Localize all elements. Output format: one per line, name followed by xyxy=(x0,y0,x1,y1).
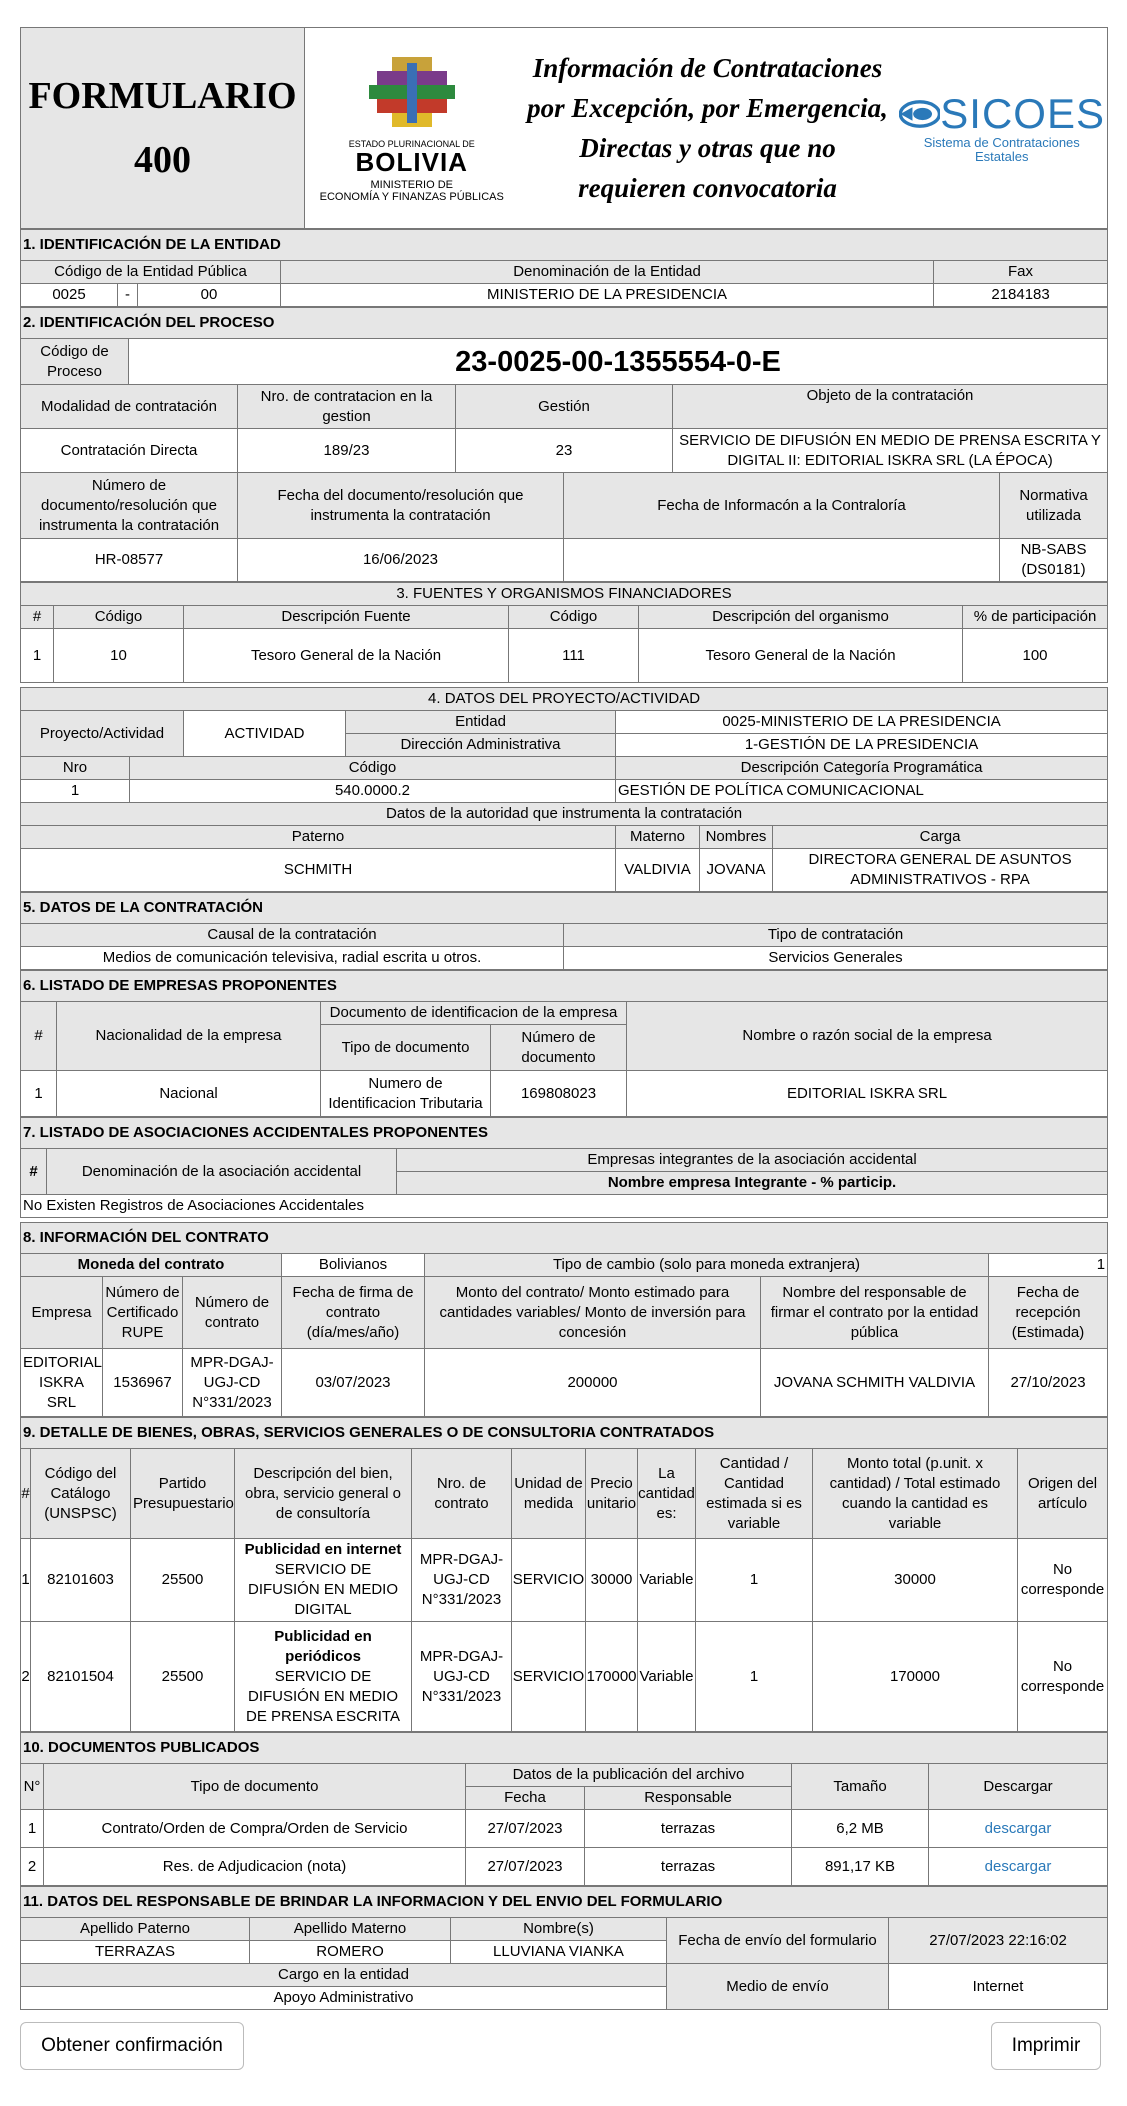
empresa-nombre: EDITORIAL ISKRA SRL xyxy=(627,1071,1108,1117)
table-cell: 6,2 MB xyxy=(792,1810,929,1848)
header-cell: Monto del contrato/ Monto estimado para cantidades variables/ Monto de inversión para concesión xyxy=(425,1277,761,1349)
header-cell: Materno xyxy=(616,826,700,849)
header-cell: Número de documento/resolución que instrumenta la contratación xyxy=(21,473,238,539)
table-cell: 170000 xyxy=(586,1622,638,1732)
header-cell: N° xyxy=(21,1764,44,1810)
section-title: 11. DATOS DEL RESPONSABLE DE BRINDAR LA INFORMACION Y DEL ENVIO DEL FORMULARIO xyxy=(21,1887,1108,1918)
header-cell: Nombre del responsable de firmar el contrato por la entidad pública xyxy=(761,1277,989,1349)
header-cell: Carga xyxy=(773,826,1108,849)
table-row xyxy=(21,1622,1108,1732)
table-cell: 100 xyxy=(963,629,1108,683)
logo-ministry-line1: MINISTERIO DE xyxy=(370,179,453,191)
section-proyecto xyxy=(20,687,1108,892)
section-title: 7. LISTADO DE ASOCIACIONES ACCIDENTALES PROPONENTES xyxy=(21,1118,1108,1149)
tipo-cambio-value: 1 xyxy=(989,1254,1108,1277)
form-title xyxy=(21,28,305,229)
table-cell: 30000 xyxy=(586,1539,638,1622)
header-cell: La cantidad es: xyxy=(638,1449,696,1539)
tipo-contratacion-value: Servicios Generales xyxy=(564,947,1108,970)
header-cell: # xyxy=(21,1002,57,1071)
header-cell: Nombre(s) xyxy=(451,1918,667,1941)
header-cell: Fecha xyxy=(466,1787,585,1810)
responsable-materno: ROMERO xyxy=(250,1941,451,1964)
bolivia-coat-of-arms-icon xyxy=(347,53,477,133)
section-title: 9. DETALLE DE BIENES, OBRAS, SERVICIOS GENERALES O DE CONSULTORIA CONTRATADOS xyxy=(21,1418,1108,1449)
codigo-value: 540.0000.2 xyxy=(130,780,616,803)
header-cell: Monto total (p.unit. x cantidad) / Total estimado cuando la cantidad es variable xyxy=(813,1449,1018,1539)
header-cell: Fecha de recepción (Estimada) xyxy=(989,1277,1108,1349)
header-cell: Tipo de contratación xyxy=(564,924,1108,947)
header-cell: Normativa utilizada xyxy=(1000,473,1108,539)
header-cell: Fecha de Informacón a la Contraloría xyxy=(564,473,1000,539)
formulario-400 xyxy=(20,27,1107,2010)
header-cell: # xyxy=(21,1149,47,1195)
section-title: 4. DATOS DEL PROYECTO/ACTIVIDAD xyxy=(21,688,1108,711)
table-cell: SERVICIO xyxy=(512,1622,586,1732)
header-cell: Entidad xyxy=(346,711,616,734)
causal-value: Medios de comunicación televisiva, radial escrita u otros. xyxy=(21,947,564,970)
table-cell: Res. de Adjudicacion (nota) xyxy=(44,1848,466,1886)
table-cell: 170000 xyxy=(813,1622,1018,1732)
section-fuentes xyxy=(20,582,1108,683)
table-row xyxy=(21,629,1108,683)
section-contratacion xyxy=(20,892,1108,970)
header-cell: Nombres xyxy=(700,826,773,849)
entidad-value: 0025-MINISTERIO DE LA PRESIDENCIA xyxy=(616,711,1108,734)
header-cell: Nombre o razón social de la empresa xyxy=(627,1002,1108,1071)
fecha-envio-value: 27/07/2023 22:16:02 xyxy=(889,1918,1108,1964)
header-cell: Documento de identificacion de la empresa xyxy=(321,1002,627,1025)
form-header xyxy=(20,27,1108,229)
logo-country-line1: ESTADO PLURINACIONAL DE xyxy=(348,139,475,149)
codigo-proceso: 23-0025-00-1355554-0-E xyxy=(129,339,1108,385)
table-cell: 10 xyxy=(54,629,184,683)
fecha-contraloria-value xyxy=(564,539,1000,582)
codigo-separator: - xyxy=(118,284,138,307)
header-cell: Precio unitario xyxy=(586,1449,638,1539)
header-cell: Nro. de contratacion en la gestion xyxy=(238,385,456,429)
codigo-entidad-b: 00 xyxy=(138,284,281,307)
header-cell: Denominación de la asociación accidental xyxy=(47,1149,397,1195)
header-cell: Unidad de medida xyxy=(512,1449,586,1539)
medio-envio-value: Internet xyxy=(889,1964,1108,2010)
header-cell: Código del Catálogo (UNSPSC) xyxy=(31,1449,131,1539)
item-description: SERVICIO DE DIFUSIÓN EN MEDIO DIGITAL xyxy=(247,1561,398,1618)
subsection-title: Datos de la autoridad que instrumenta la contratación xyxy=(21,803,1108,826)
table-cell: No corresponde xyxy=(1018,1622,1108,1732)
header-cell: Apellido Materno xyxy=(250,1918,451,1941)
header-cell: Número de contrato xyxy=(183,1277,282,1349)
section-title: 5. DATOS DE LA CONTRATACIÓN xyxy=(21,893,1108,924)
section-contrato xyxy=(20,1222,1108,1417)
modalidad-value: Contratación Directa xyxy=(21,429,238,473)
table-cell: 200000 xyxy=(425,1349,761,1417)
header-cell: Datos de la publicación del archivo xyxy=(466,1764,792,1787)
header-cell: Fecha de envío del formulario xyxy=(667,1918,889,1964)
gestion-value: 23 xyxy=(456,429,673,473)
table-cell: Tesoro General de la Nación xyxy=(639,629,963,683)
denominacion-entidad: MINISTERIO DE LA PRESIDENCIA xyxy=(281,284,934,307)
section-detalle xyxy=(20,1417,1108,1732)
table-cell: 1 xyxy=(696,1622,813,1732)
download-link[interactable]: descargar xyxy=(984,1857,1052,1875)
header-cell: Tipo de cambio (solo para moneda extranjera) xyxy=(425,1254,989,1277)
table-row xyxy=(21,1539,1108,1622)
header-cell: Cantidad / Cantidad estimada si es variable xyxy=(696,1449,813,1539)
item-title: Publicidad en periódicos xyxy=(274,1627,372,1665)
responsable-paterno: TERRAZAS xyxy=(21,1941,250,1964)
table-cell: terrazas xyxy=(585,1810,792,1848)
logo-country-line2: BOLIVIA xyxy=(355,147,468,177)
sicoes-name: SICOES xyxy=(940,90,1105,137)
header-cell: Objeto de la contratación xyxy=(673,385,1108,429)
header-cell: Código xyxy=(130,757,616,780)
item-description: SERVICIO DE DIFUSIÓN EN MEDIO DE PRENSA ESCRITA xyxy=(246,1667,400,1725)
autoridad-carga: DIRECTORA GENERAL DE ASUNTOS ADMINISTRATIVOS - RPA xyxy=(773,849,1108,892)
item-title: Publicidad en internet xyxy=(244,1541,402,1558)
nro-documento-value: HR-08577 xyxy=(21,539,238,582)
table-cell xyxy=(929,1810,1108,1848)
section-title: 3. FUENTES Y ORGANISMOS FINANCIADORES xyxy=(21,583,1108,606)
table-cell: MPR-DGAJ-UGJ-CD N°331/2023 xyxy=(183,1349,282,1417)
autoridad-nombres: JOVANA xyxy=(700,849,773,892)
header-cell: Nro xyxy=(21,757,130,780)
table-cell: Variable xyxy=(638,1539,696,1622)
header-cell: Paterno xyxy=(21,826,616,849)
table-cell: No corresponde xyxy=(1018,1539,1108,1622)
table-cell: Tesoro General de la Nación xyxy=(184,629,509,683)
table-cell xyxy=(235,1539,412,1622)
moneda-value: Bolivianos xyxy=(282,1254,425,1277)
header-cell: Número de Certificado RUPE xyxy=(103,1277,183,1349)
header-cell: Cargo en la entidad xyxy=(21,1964,667,1987)
table-cell: SERVICIO xyxy=(512,1539,586,1622)
logo-ministry-line2: ECONOMÍA Y FINANZAS PÚBLICAS xyxy=(319,191,504,203)
header-cell: Dirección Administrativa xyxy=(346,734,616,757)
table-cell: 82101603 xyxy=(31,1539,131,1622)
fax-value: 2184183 xyxy=(934,284,1108,307)
table-cell: JOVANA SCHMITH VALDIVIA xyxy=(761,1349,989,1417)
section-title: 2. IDENTIFICACIÓN DEL PROCESO xyxy=(21,308,1108,339)
table-cell: 27/07/2023 xyxy=(466,1810,585,1848)
header-cell: Fax xyxy=(934,261,1108,284)
table-cell xyxy=(235,1622,412,1732)
table-cell: 25500 xyxy=(131,1622,235,1732)
table-cell: MPR-DGAJ-UGJ-CD N°331/2023 xyxy=(412,1622,512,1732)
main-title: Información de Contrataciones por Excepción, por Emergencia, Directas y otras que no requieren convocatoria xyxy=(519,28,897,229)
descripcion-value: GESTIÓN DE POLÍTICA COMUNICACIONAL xyxy=(616,780,1108,803)
table-row xyxy=(21,1071,1108,1117)
empresa-tipo-doc: Numero de Identificacion Tributaria xyxy=(321,1071,491,1117)
table-cell xyxy=(929,1848,1108,1886)
imprimir-button[interactable]: Imprimir xyxy=(991,2022,1101,2070)
header-cell: Gestión xyxy=(456,385,673,429)
table-cell: 1 xyxy=(21,629,54,683)
nro-contratacion-value: 189/23 xyxy=(238,429,456,473)
header-cell: Empresa xyxy=(21,1277,103,1349)
header-cell: Tipo de documento xyxy=(44,1764,466,1810)
section-title: 10. DOCUMENTOS PUBLICADOS xyxy=(21,1733,1108,1764)
header-cell: Código xyxy=(54,606,184,629)
header-cell: Descripción del organismo xyxy=(639,606,963,629)
proyecto-value: ACTIVIDAD xyxy=(184,711,346,757)
table-row xyxy=(21,1810,1108,1848)
table-cell: 82101504 xyxy=(31,1622,131,1732)
header-cell: Número de documento xyxy=(491,1025,627,1071)
table-cell: Variable xyxy=(638,1622,696,1732)
header-cell: Medio de envío xyxy=(667,1964,889,2010)
table-cell: Contrato/Orden de Compra/Orden de Servicio xyxy=(44,1810,466,1848)
header-cell: Causal de la contratación xyxy=(21,924,564,947)
sicoes-logo xyxy=(897,28,1108,229)
empresa-nro-doc: 169808023 xyxy=(491,1071,627,1117)
table-cell: MPR-DGAJ-UGJ-CD N°331/2023 xyxy=(412,1539,512,1622)
header-cell: Código de Proceso xyxy=(21,339,129,385)
header-cell: Descripción del bien, obra, servicio general o de consultoría xyxy=(235,1449,412,1539)
cargo-value: Apoyo Administrativo xyxy=(21,1987,667,2010)
table-cell: 891,17 KB xyxy=(792,1848,929,1886)
section-asociaciones xyxy=(20,1117,1108,1218)
header-cell: Tamaño xyxy=(792,1764,929,1810)
header-cell: Código xyxy=(509,606,639,629)
table-row xyxy=(21,1349,1108,1417)
header-cell: Descripción Categoría Programática xyxy=(616,757,1108,780)
header-cell: Empresas integrantes de la asociación accidental xyxy=(397,1149,1108,1172)
responsable-nombres: LLUVIANA VIANKA xyxy=(451,1941,667,1964)
table-cell: terrazas xyxy=(585,1848,792,1886)
table-cell: 2 xyxy=(21,1848,44,1886)
table-cell: 27/07/2023 xyxy=(466,1848,585,1886)
header-cell: % de participación xyxy=(963,606,1108,629)
table-cell: 25500 xyxy=(131,1539,235,1622)
section-responsable xyxy=(20,1886,1108,2010)
table-row xyxy=(21,1848,1108,1886)
header-cell: Nombre empresa Integrante - % particip. xyxy=(397,1172,1108,1195)
header-cell: # xyxy=(21,1449,31,1539)
section-title: 1. IDENTIFICACIÓN DE LA ENTIDAD xyxy=(21,230,1108,261)
header-cell: Partido Presupuestario xyxy=(131,1449,235,1539)
header-cell: Origen del artículo xyxy=(1018,1449,1108,1539)
table-cell: 03/07/2023 xyxy=(282,1349,425,1417)
nro-value: 1 xyxy=(21,780,130,803)
fecha-documento-value: 16/06/2023 xyxy=(238,539,564,582)
table-cell: 1 xyxy=(21,1539,31,1622)
header-cell: Apellido Paterno xyxy=(21,1918,250,1941)
sicoes-logo-icon xyxy=(899,92,941,136)
ministry-logo xyxy=(305,28,519,229)
section-title: 6. LISTADO DE EMPRESAS PROPONENTES xyxy=(21,971,1108,1002)
sicoes-subtitle: Sistema de Contrataciones Estatales xyxy=(923,135,1080,164)
autoridad-paterno: SCHMITH xyxy=(21,849,616,892)
table-cell: 111 xyxy=(509,629,639,683)
table-cell: EDITORIAL ISKRA SRL xyxy=(21,1349,103,1417)
header-cell: Fecha de firma de contrato (día/mes/año) xyxy=(282,1277,425,1349)
header-cell: Nacionalidad de la empresa xyxy=(57,1002,321,1071)
section-documentos xyxy=(20,1732,1108,1886)
section-empresas xyxy=(20,970,1108,1117)
section-entidad xyxy=(20,229,1108,307)
header-cell: Modalidad de contratación xyxy=(21,385,238,429)
form-title-line2: 400 xyxy=(134,139,191,181)
obtener-confirmacion-button[interactable]: Obtener confirmación xyxy=(20,2022,244,2070)
header-cell: Nro. de contrato xyxy=(412,1449,512,1539)
codigo-entidad-a: 0025 xyxy=(21,284,118,307)
header-cell: Descripción Fuente xyxy=(184,606,509,629)
direccion-value: 1-GESTIÓN DE LA PRESIDENCIA xyxy=(616,734,1108,757)
normativa-value: NB-SABS (DS0181) xyxy=(1000,539,1108,582)
header-cell: Código de la Entidad Pública xyxy=(21,261,281,284)
autoridad-materno: VALDIVIA xyxy=(616,849,700,892)
table-cell: 27/10/2023 xyxy=(989,1349,1108,1417)
table-cell: 1536967 xyxy=(103,1349,183,1417)
table-cell: 1 xyxy=(21,1810,44,1848)
empresa-num: 1 xyxy=(21,1071,57,1117)
header-cell: Proyecto/Actividad xyxy=(21,711,184,757)
header-cell: Responsable xyxy=(585,1787,792,1810)
empresa-nacionalidad: Nacional xyxy=(57,1071,321,1117)
empty-message: No Existen Registros de Asociaciones Accidentales xyxy=(21,1195,1108,1218)
table-cell: 1 xyxy=(696,1539,813,1622)
header-cell: Denominación de la Entidad xyxy=(281,261,934,284)
table-cell: 30000 xyxy=(813,1539,1018,1622)
download-link[interactable]: descargar xyxy=(984,1819,1052,1837)
form-title-line1: FORMULARIO xyxy=(28,75,297,117)
table-cell: 2 xyxy=(21,1622,31,1732)
header-cell: # xyxy=(21,606,54,629)
section-proceso xyxy=(20,307,1108,582)
header-cell: Tipo de documento xyxy=(321,1025,491,1071)
header-cell: Fecha del documento/resolución que instrumenta la contratación xyxy=(238,473,564,539)
header-cell: Moneda del contrato xyxy=(21,1254,282,1277)
header-cell: Descargar xyxy=(929,1764,1108,1810)
objeto-value: SERVICIO DE DIFUSIÓN EN MEDIO DE PRENSA ESCRITA Y DIGITAL II: EDITORIAL ISKRA SRL (LA ÉPOCA) xyxy=(673,429,1108,473)
section-title: 8. INFORMACIÓN DEL CONTRATO xyxy=(21,1223,1108,1254)
